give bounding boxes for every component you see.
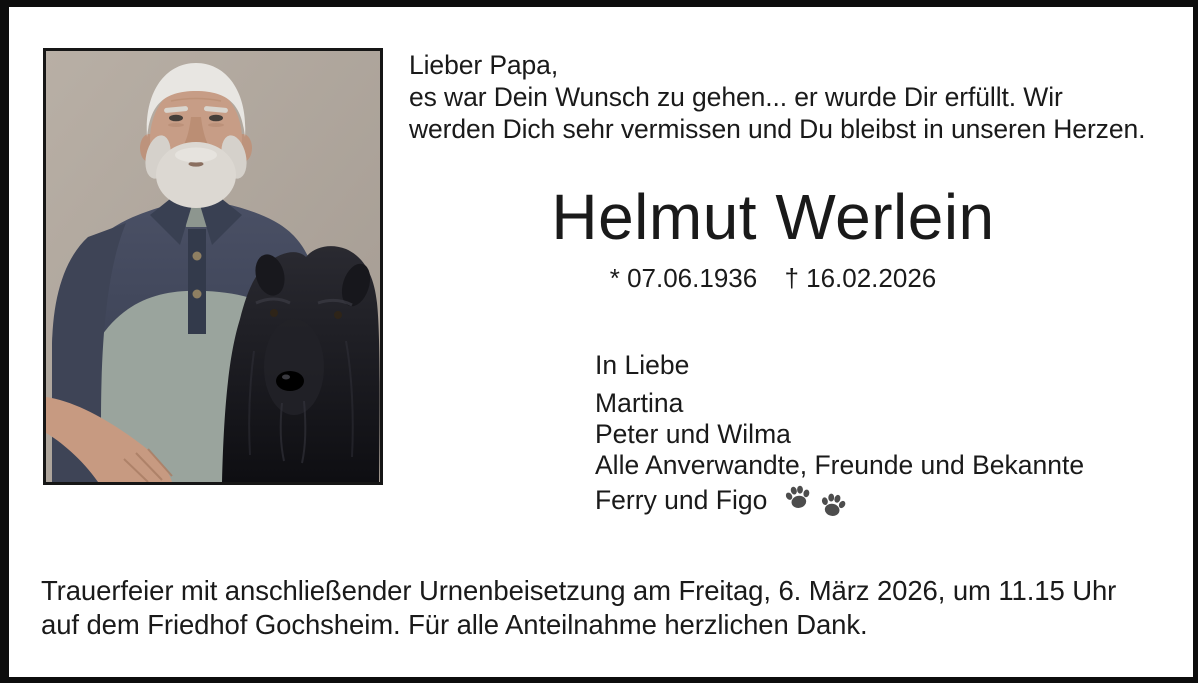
paw-print-icon [816,489,850,522]
mourner-name: Ferry und Figo [595,485,768,515]
funeral-info-line: Trauerfeier mit anschließender Urnenbeisetzung am Freitag, 6. März 2026, um 11.15 Uhr [41,575,1117,606]
mourner-name: Alle Anverwandte, Freunde und Bekannte [595,450,1085,480]
dedication-line: es war Dein Wunsch zu gehen... er wurde Dir erfüllt. Wir [409,82,1063,112]
funeral-info-line: auf dem Friedhof Gochsheim. Für alle Anteilnahme herzlichen Dank. [41,609,868,640]
death-date: † 16.02.2026 [784,263,937,293]
dedication-line: Lieber Papa, [409,50,559,80]
funeral-info [41,574,1116,642]
deceased-name: Helmut Werlein [551,181,995,253]
dedication-line: werden Dich sehr vermissen und Du bleibst in unseren Herzen. [409,114,1146,144]
paw-print-icon [781,481,815,514]
portrait-photo [43,48,383,485]
mourner-name: Martina [595,388,684,418]
dedication-text [409,49,1145,145]
life-dates [408,263,1138,294]
mourner-name: Peter und Wilma [595,419,791,449]
salutation: In Liebe [595,350,690,380]
birth-date: * 07.06.1936 [609,263,758,293]
mourner-line-with-paws [595,481,1084,516]
closing-block [595,350,1084,516]
portrait-illustration [46,51,380,482]
